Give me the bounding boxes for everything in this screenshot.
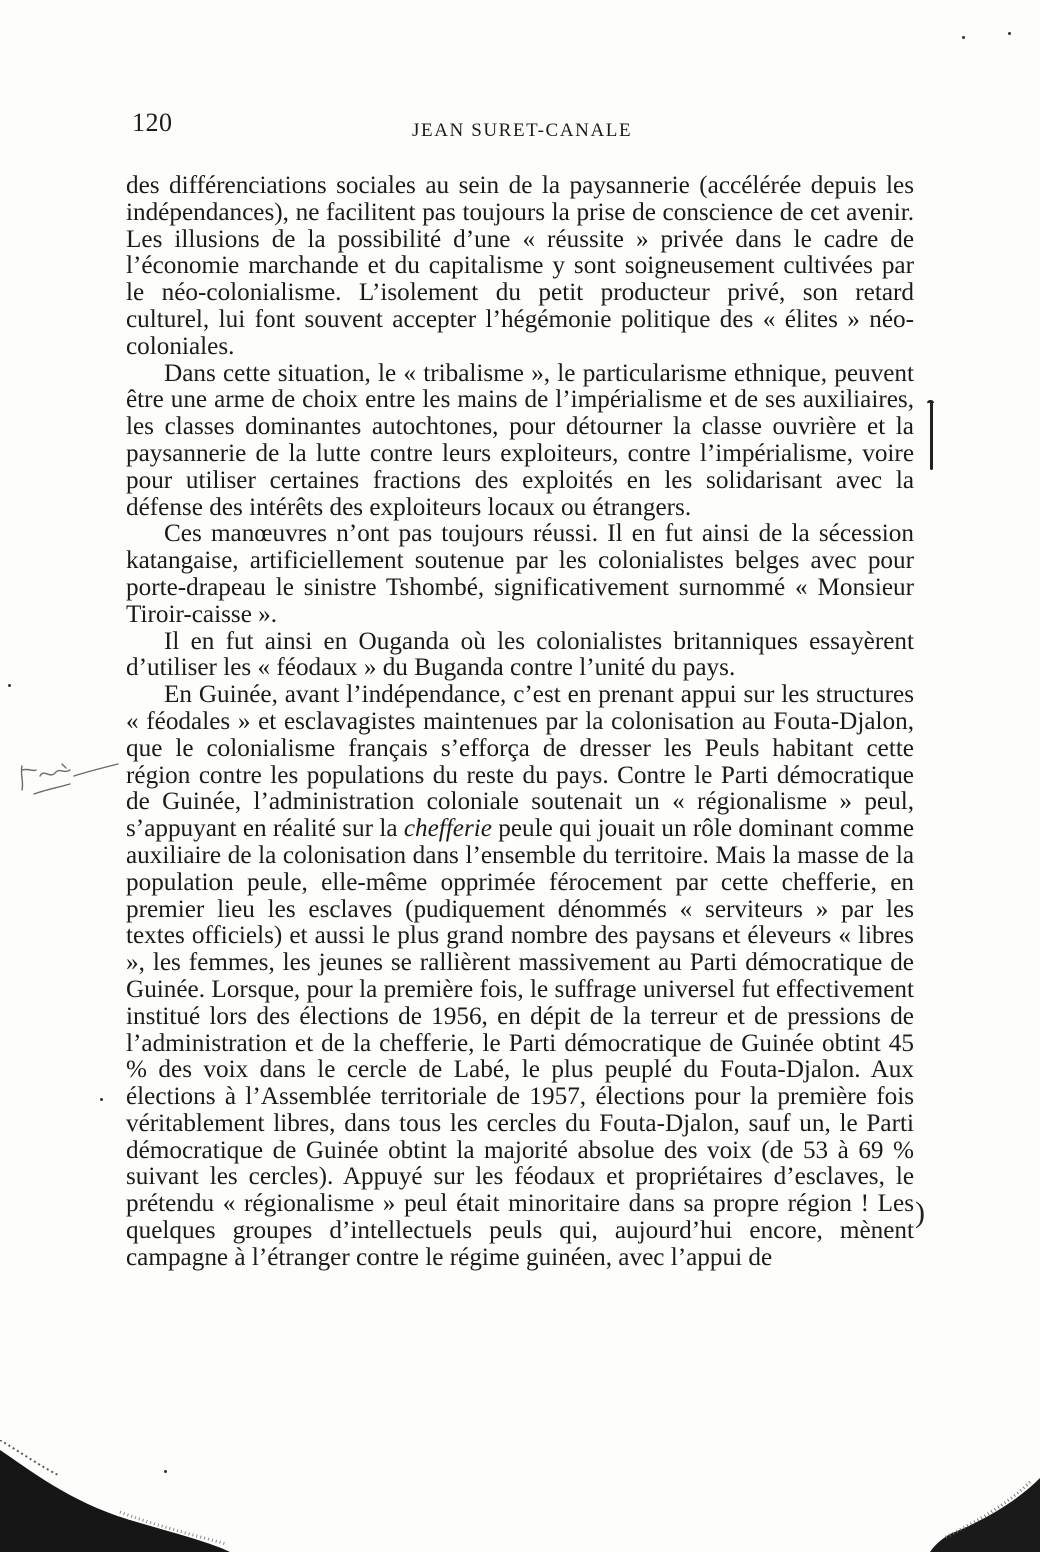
- pencil-scribble-mark: [14, 756, 124, 806]
- scan-shadow-bottom-left: [0, 1440, 230, 1552]
- scan-shadow-bottom-right: [930, 1478, 1040, 1552]
- paragraph-1: des différenciations sociales au sein de la paysannerie (accélérée depuis les indépendances), ne facilitent pas toujours la prise de conscience de cet avenir. Les illusions de la possibilité d’une « réussite » privée dans le cadre de l’économie marchande et du capitalisme y sont soigneusement cultivées par le néo-colonialisme. L’isolement du petit producteur privé, son retard culturel, lui font souvent accepter l’hégémonie politique des « élites » néo-coloniales.: [126, 172, 914, 360]
- margin-bracket-mark: [930, 402, 933, 470]
- paragraph-2: Dans cette situation, le « tribalisme », le particularisme ethnique, peuvent être une arme de choix entre les mains de l’impérialisme et de ses auxiliaires, les classes dominantes autochtones, pour détourner la classe ouvrière et la paysannerie de la lutte contre leurs exploiteurs, contre l’impérialisme, voire pour utiliser certaines fractions des exploités en les solidarisant avec la défense des intérêts des exploiteurs locaux ou étrangers.: [126, 359, 914, 521]
- scan-speck: [8, 684, 11, 687]
- margin-paren-mark: ): [915, 1196, 925, 1229]
- paragraph-4: Il en fut ainsi en Ouganda où les colonialistes britanniques essayèrent d’utiliser les « féodaux » du Buganda contre l’unité du pays.: [126, 627, 914, 682]
- paragraph-5: [126, 682, 914, 1272]
- paragraph-3: Ces manœuvres n’ont pas toujours réussi. Il en fut ainsi de la sécession katangaise, artificiellement soutenue par les colonialistes belges avec pour porte-drapeau le sinistre Tshombé, significativement surnommé « Monsieur Tiroir-caisse ».: [126, 520, 914, 628]
- body-text: [126, 173, 914, 1272]
- scan-speck: [1008, 32, 1011, 35]
- running-head: JEAN SURET-CANALE: [412, 120, 633, 141]
- paragraph-5-part-1: En Guinée, avant l’indépendance, c’est en prenant appui sur les structures « féodales » et esclavagistes maintenues par la colonisation au Fouta-Djalon, que le colonialisme français s’efforça de dresser les Peuls habitant cette région contre les populations du reste du pays. Contre le Parti démocratique de Guinée, l’administration coloniale soutenait un « régionalisme » peul, s’appuyant en réalité sur la: [126, 681, 914, 843]
- page-number: 120: [132, 108, 173, 137]
- scan-speck: [164, 1470, 167, 1473]
- scan-speck: [962, 36, 965, 39]
- paragraph-5-part-2: peule qui jouait un rôle dominant comme auxiliaire de la colonisation dans l’ensemble du territoire. Mais la masse de la population peule, elle-même opprimée férocement par cette chefferie, en premier lieu les esclaves (pudiquement dénommés « serviteurs » par les textes officiels) et aussi le plus grand nombre des paysans et éleveurs « libres », les femmes, les jeunes se rallièrent massivement au Parti démocratique de Guinée. Lorsque, pour la première fois, le suffrage universel fut effectivement institué lors des élections de 1956, en dépit de la terreur et de pressions de l’administration et de la chefferie, le Parti démocratique de Guinée obtint 45 % des voix dans le cercle de Labé, le plus peuplé du Fouta-Djalon. Aux élections à l’Assemblée territoriale de 1957, élections pour la première fois véritablement libres, dans tous les cercles du Fouta-Djalon, sauf un, le Parti démocratique de Guinée obtint la majorité absolue des voix (de 53 à 69 % suivant les cercles). Appuyé sur les féodaux et propriétaires d’esclaves, le prétendu « régionalisme » peul était minoritaire dans sa propre région ! Les quelques groupes d’intellectuels peuls qui, aujourd’hui encore, mènent campagne à l’étranger contre le régime guinéen, avec l’appui de: [126, 815, 915, 1271]
- scan-speck: [100, 1098, 103, 1101]
- italic-chefferie: chefferie: [403, 815, 492, 843]
- page-header: [132, 108, 912, 148]
